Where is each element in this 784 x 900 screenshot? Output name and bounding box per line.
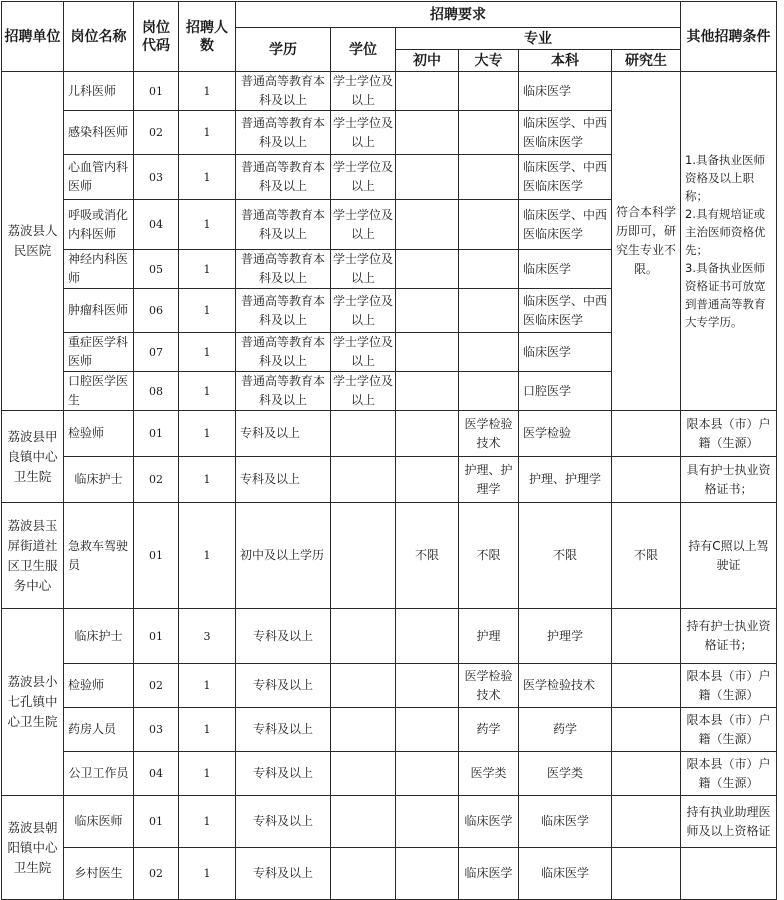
college-cell: 药学	[459, 708, 519, 752]
post-code: 01	[134, 609, 179, 664]
unit-name: 荔波县朝阳镇中心卫生院	[2, 796, 64, 900]
table-row	[2, 503, 777, 609]
post-name: 口腔医学医生	[64, 372, 134, 411]
hire-count: 1	[179, 664, 236, 708]
graduate-cell	[612, 457, 681, 503]
junior-cell	[396, 457, 459, 503]
header-count: 招聘人数	[179, 2, 236, 72]
post-code: 02	[134, 457, 179, 503]
bachelor-cell: 临床医学	[519, 848, 612, 900]
other-conditions: 持有执业助理医师及以上资格证	[681, 796, 777, 848]
education-cell: 专科及以上	[236, 664, 331, 708]
post-code: 02	[134, 111, 179, 155]
hire-count: 1	[179, 708, 236, 752]
other-conditions	[681, 72, 777, 411]
post-name: 急救车驾驶员	[64, 503, 134, 609]
bachelor-cell: 临床医学	[519, 72, 612, 111]
table-row	[2, 752, 777, 796]
education-cell: 普通高等教育本科及以上	[236, 289, 331, 333]
hire-count: 1	[179, 250, 236, 289]
other-conditions: 持有C照以上驾驶证	[681, 503, 777, 609]
graduate-cell: 符合本科学历即可，研究生专业不限。	[612, 72, 681, 411]
college-cell	[459, 72, 519, 111]
junior-cell	[396, 200, 459, 250]
post-name: 公卫工作员	[64, 752, 134, 796]
bachelor-cell: 临床医学、中西医临床医学	[519, 111, 612, 155]
junior-cell: 不限	[396, 503, 459, 609]
table-row	[2, 848, 777, 900]
education-cell: 普通高等教育本科及以上	[236, 333, 331, 372]
other-conditions: 限本县（市）户籍（生源）	[681, 664, 777, 708]
bachelor-cell: 医学类	[519, 752, 612, 796]
other-conditions: 持有护士执业资格证书；	[681, 609, 777, 664]
unit-name: 荔波县小七孔镇中心卫生院	[2, 609, 64, 796]
college-cell	[459, 372, 519, 411]
post-code: 03	[134, 155, 179, 200]
degree-cell: 学士学位及以上	[331, 155, 396, 200]
college-cell	[459, 250, 519, 289]
post-name: 检验师	[64, 664, 134, 708]
post-name: 临床护士	[64, 457, 134, 503]
degree-cell	[331, 752, 396, 796]
header-bachelor: 本科	[519, 50, 612, 72]
table-row	[2, 411, 777, 457]
header-degree: 学位	[331, 28, 396, 72]
post-name: 检验师	[64, 411, 134, 457]
other-conditions: 限本县（市）户籍（生源）	[681, 752, 777, 796]
degree-cell	[331, 664, 396, 708]
education-cell: 专科及以上	[236, 752, 331, 796]
junior-cell	[396, 72, 459, 111]
college-cell: 临床医学	[459, 796, 519, 848]
hire-count: 1	[179, 333, 236, 372]
post-code: 06	[134, 289, 179, 333]
other-conditions: 限本县（市）户籍（生源）	[681, 708, 777, 752]
post-code: 02	[134, 848, 179, 900]
post-name: 感染科医师	[64, 111, 134, 155]
education-cell: 普通高等教育本科及以上	[236, 250, 331, 289]
post-code: 01	[134, 503, 179, 609]
header-post-code: 岗位代码	[134, 2, 179, 72]
junior-cell	[396, 609, 459, 664]
college-cell	[459, 333, 519, 372]
junior-cell	[396, 372, 459, 411]
junior-cell	[396, 796, 459, 848]
post-name: 心血管内科医师	[64, 155, 134, 200]
post-code: 07	[134, 333, 179, 372]
graduate-cell: 不限	[612, 503, 681, 609]
table-row	[2, 457, 777, 503]
bachelor-cell: 医学检验技术	[519, 664, 612, 708]
table-row	[2, 664, 777, 708]
hire-count: 1	[179, 372, 236, 411]
education-cell: 专科及以上	[236, 411, 331, 457]
other-conditions: 具有护士执业资格证书；	[681, 457, 777, 503]
post-code: 01	[134, 411, 179, 457]
post-code: 01	[134, 72, 179, 111]
post-code: 02	[134, 664, 179, 708]
table-row	[2, 72, 777, 111]
header-graduate: 研究生	[612, 50, 681, 72]
bachelor-cell: 护理学	[519, 609, 612, 664]
education-cell: 普通高等教育本科及以上	[236, 200, 331, 250]
degree-cell	[331, 503, 396, 609]
junior-cell	[396, 155, 459, 200]
junior-cell	[396, 664, 459, 708]
degree-cell: 学士学位及以上	[331, 289, 396, 333]
post-code: 08	[134, 372, 179, 411]
hire-count: 1	[179, 796, 236, 848]
hire-count: 1	[179, 752, 236, 796]
table-row	[2, 796, 777, 848]
post-code: 01	[134, 796, 179, 848]
bachelor-cell: 护理、护理学	[519, 457, 612, 503]
hire-count: 1	[179, 155, 236, 200]
degree-cell	[331, 796, 396, 848]
junior-cell	[396, 708, 459, 752]
bachelor-cell: 临床医学	[519, 250, 612, 289]
education-cell: 专科及以上	[236, 796, 331, 848]
header-unit: 招聘单位	[2, 2, 64, 72]
degree-cell	[331, 848, 396, 900]
junior-cell	[396, 848, 459, 900]
graduate-cell	[612, 664, 681, 708]
education-cell: 普通高等教育本科及以上	[236, 72, 331, 111]
hire-count: 1	[179, 457, 236, 503]
post-name: 药房人员	[64, 708, 134, 752]
unit-name: 荔波县玉屏街道社区卫生服务中心	[2, 503, 64, 609]
hire-count: 3	[179, 609, 236, 664]
graduate-cell	[612, 848, 681, 900]
college-cell	[459, 111, 519, 155]
header-requirements: 招聘要求	[236, 2, 681, 28]
header-post-name: 岗位名称	[64, 2, 134, 72]
junior-cell	[396, 333, 459, 372]
degree-cell	[331, 411, 396, 457]
bachelor-cell: 临床医学	[519, 333, 612, 372]
education-cell: 专科及以上	[236, 457, 331, 503]
junior-cell	[396, 250, 459, 289]
bachelor-cell: 药学	[519, 708, 612, 752]
college-cell: 医学类	[459, 752, 519, 796]
header-college: 大专	[459, 50, 519, 72]
education-cell: 普通高等教育本科及以上	[236, 372, 331, 411]
hire-count: 1	[179, 72, 236, 111]
education-cell: 初中及以上学历	[236, 503, 331, 609]
post-code: 03	[134, 708, 179, 752]
post-name: 儿科医师	[64, 72, 134, 111]
graduate-cell	[612, 708, 681, 752]
bachelor-cell: 临床医学、中西医临床医学	[519, 289, 612, 333]
college-cell: 护理、护理学	[459, 457, 519, 503]
college-cell: 医学检验技术	[459, 664, 519, 708]
bachelor-cell: 临床医学、中西医临床医学	[519, 200, 612, 250]
bachelor-cell: 临床医学	[519, 796, 612, 848]
education-cell: 专科及以上	[236, 609, 331, 664]
bachelor-cell: 临床医学、中西医临床医学	[519, 155, 612, 200]
graduate-cell	[612, 609, 681, 664]
hire-count: 1	[179, 503, 236, 609]
degree-cell	[331, 457, 396, 503]
degree-cell	[331, 708, 396, 752]
college-cell: 临床医学	[459, 848, 519, 900]
education-cell: 普通高等教育本科及以上	[236, 155, 331, 200]
education-cell: 专科及以上	[236, 708, 331, 752]
degree-cell: 学士学位及以上	[331, 200, 396, 250]
college-cell: 护理	[459, 609, 519, 664]
post-code: 05	[134, 250, 179, 289]
bachelor-cell: 口腔医学	[519, 372, 612, 411]
graduate-cell	[612, 752, 681, 796]
header-major: 专业	[396, 28, 681, 50]
degree-cell: 学士学位及以上	[331, 333, 396, 372]
post-name: 乡村医生	[64, 848, 134, 900]
college-cell	[459, 155, 519, 200]
degree-cell: 学士学位及以上	[331, 372, 396, 411]
post-name: 肿瘤科医师	[64, 289, 134, 333]
post-name: 临床护士	[64, 609, 134, 664]
other-conditions-text: 1.具备执业医师资格及以上职称； 2.具有规培证或主治医师资格优先； 3.具备执业医师资格证书可放宽到普通高等教育大专学历。	[685, 153, 766, 329]
recruitment-table	[1, 1, 777, 900]
header-other: 其他招聘条件	[681, 2, 777, 72]
header-education: 学历	[236, 28, 331, 72]
other-conditions	[681, 848, 777, 900]
hire-count: 1	[179, 111, 236, 155]
table-row	[2, 609, 777, 664]
degree-cell: 学士学位及以上	[331, 250, 396, 289]
degree-cell	[331, 609, 396, 664]
post-name: 重症医学科医师	[64, 333, 134, 372]
college-cell: 医学检验技术	[459, 411, 519, 457]
table-row	[2, 708, 777, 752]
education-cell: 普通高等教育本科及以上	[236, 111, 331, 155]
unit-name: 荔波县甲良镇中心卫生院	[2, 411, 64, 503]
bachelor-cell: 不限	[519, 503, 612, 609]
hire-count: 1	[179, 200, 236, 250]
unit-name: 荔波县人民医院	[2, 72, 64, 411]
college-cell	[459, 200, 519, 250]
junior-cell	[396, 289, 459, 333]
junior-cell	[396, 411, 459, 457]
post-code: 04	[134, 752, 179, 796]
degree-cell: 学士学位及以上	[331, 72, 396, 111]
post-name: 临床医师	[64, 796, 134, 848]
hire-count: 1	[179, 289, 236, 333]
degree-cell: 学士学位及以上	[331, 111, 396, 155]
header-junior-high: 初中	[396, 50, 459, 72]
junior-cell	[396, 752, 459, 796]
other-conditions: 限本县（市）户籍（生源）	[681, 411, 777, 457]
graduate-cell	[612, 411, 681, 457]
education-cell: 专科及以上	[236, 848, 331, 900]
junior-cell	[396, 111, 459, 155]
hire-count: 1	[179, 411, 236, 457]
college-cell: 不限	[459, 503, 519, 609]
post-name: 呼吸或消化内科医师	[64, 200, 134, 250]
graduate-cell	[612, 796, 681, 848]
college-cell	[459, 289, 519, 333]
hire-count: 1	[179, 848, 236, 900]
post-name: 神经内科医师	[64, 250, 134, 289]
post-code: 04	[134, 200, 179, 250]
bachelor-cell: 医学检验	[519, 411, 612, 457]
